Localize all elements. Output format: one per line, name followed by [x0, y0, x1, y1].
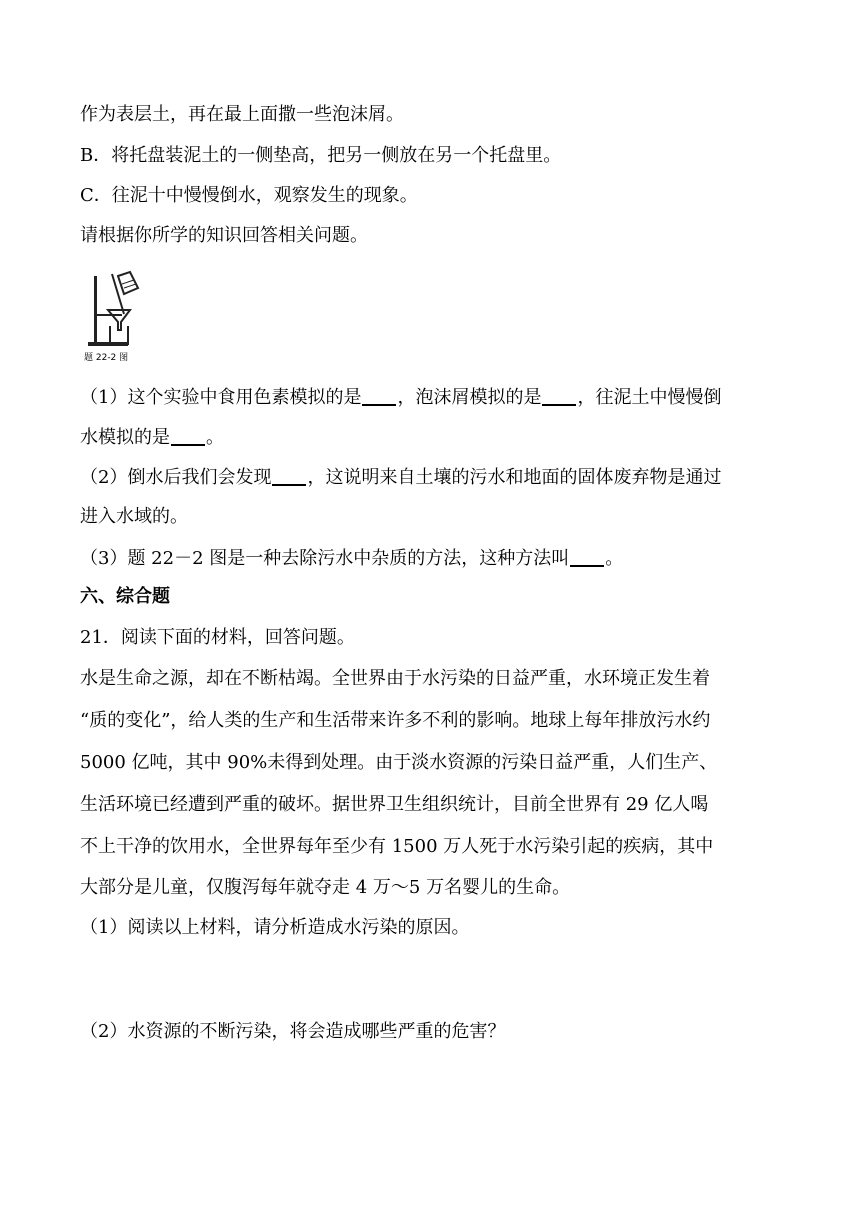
answer-blank[interactable]	[362, 386, 396, 406]
text-line: 作为表层土，再在最上面撒一些泡沫屑。	[80, 104, 404, 125]
material-paragraph-line: “质的变化”，给人类的生产和生活带来许多不利的影响。地球上每年排放污水约	[80, 710, 711, 731]
figure-caption: 题 22-2 图	[84, 353, 129, 363]
answer-blank[interactable]	[542, 386, 576, 406]
filtration-figure	[82, 270, 152, 366]
section-title: 六、综合题	[80, 586, 170, 607]
sub-question-1: （1）阅读以上材料，请分析造成水污染的原因。	[80, 917, 470, 938]
question-text: （2）倒水后我们会发现	[80, 467, 272, 488]
material-paragraph-line: 水是生命之源，却在不断枯竭。全世界由于水污染的日益严重，水环境正发生着	[80, 668, 710, 689]
instruction-line: 请根据你所学的知识回答相关问题。	[80, 225, 368, 246]
question-text: 。	[605, 548, 624, 569]
answer-blank[interactable]	[272, 466, 306, 486]
question-21-title: 21．阅读下面的材料，回答问题。	[80, 627, 355, 648]
question-1-line-1	[80, 386, 721, 408]
question-text: （3）题 22－2 图是一种去除污水中杂质的方法，这种方法叫	[80, 548, 570, 569]
question-2-line-1	[80, 466, 721, 488]
question-2-line-2: 进入水域的。	[80, 506, 188, 527]
question-text: ，这说明来自土壤的污水和地面的固体废弃物是通过	[307, 467, 722, 488]
question-1-line-2	[80, 426, 224, 448]
answer-blank[interactable]	[171, 426, 205, 446]
material-paragraph-line: 生活环境已经遭到严重的破坏。据世界卫生组织统计，目前全世界有 29 亿人喝	[80, 794, 709, 815]
material-paragraph-line: 5000 亿吨，其中 90%未得到处理。由于淡水资源的污染日益严重，人们生产、	[80, 752, 718, 773]
material-paragraph-line: 大部分是儿童，仅腹泻每年就夺走 4 万～5 万名婴儿的生命。	[80, 877, 571, 898]
material-paragraph-line: 不上干净的饮用水，全世界每年至少有 1500 万人死于水污染引起的疾病，其中	[80, 836, 714, 857]
filtration-apparatus-icon	[82, 270, 152, 350]
answer-blank[interactable]	[570, 547, 604, 567]
question-3-line	[80, 547, 623, 569]
question-text: ，泡沫屑模拟的是	[397, 387, 542, 408]
sub-question-2: （2）水资源的不断污染，将会造成哪些严重的危害？	[80, 1021, 506, 1042]
step-b-line: B．将托盘装泥土的一侧垫高，把另一侧放在另一个托盘里。	[80, 145, 562, 166]
question-text: 。	[206, 427, 224, 448]
question-text: （1）这个实验中食用色素模拟的是	[80, 387, 362, 408]
question-text: ，往泥土中慢慢倒	[577, 387, 722, 408]
question-text: 水模拟的是	[80, 427, 170, 448]
step-c-line: C．往泥十中慢慢倒水，观察发生的现象。	[80, 185, 418, 206]
